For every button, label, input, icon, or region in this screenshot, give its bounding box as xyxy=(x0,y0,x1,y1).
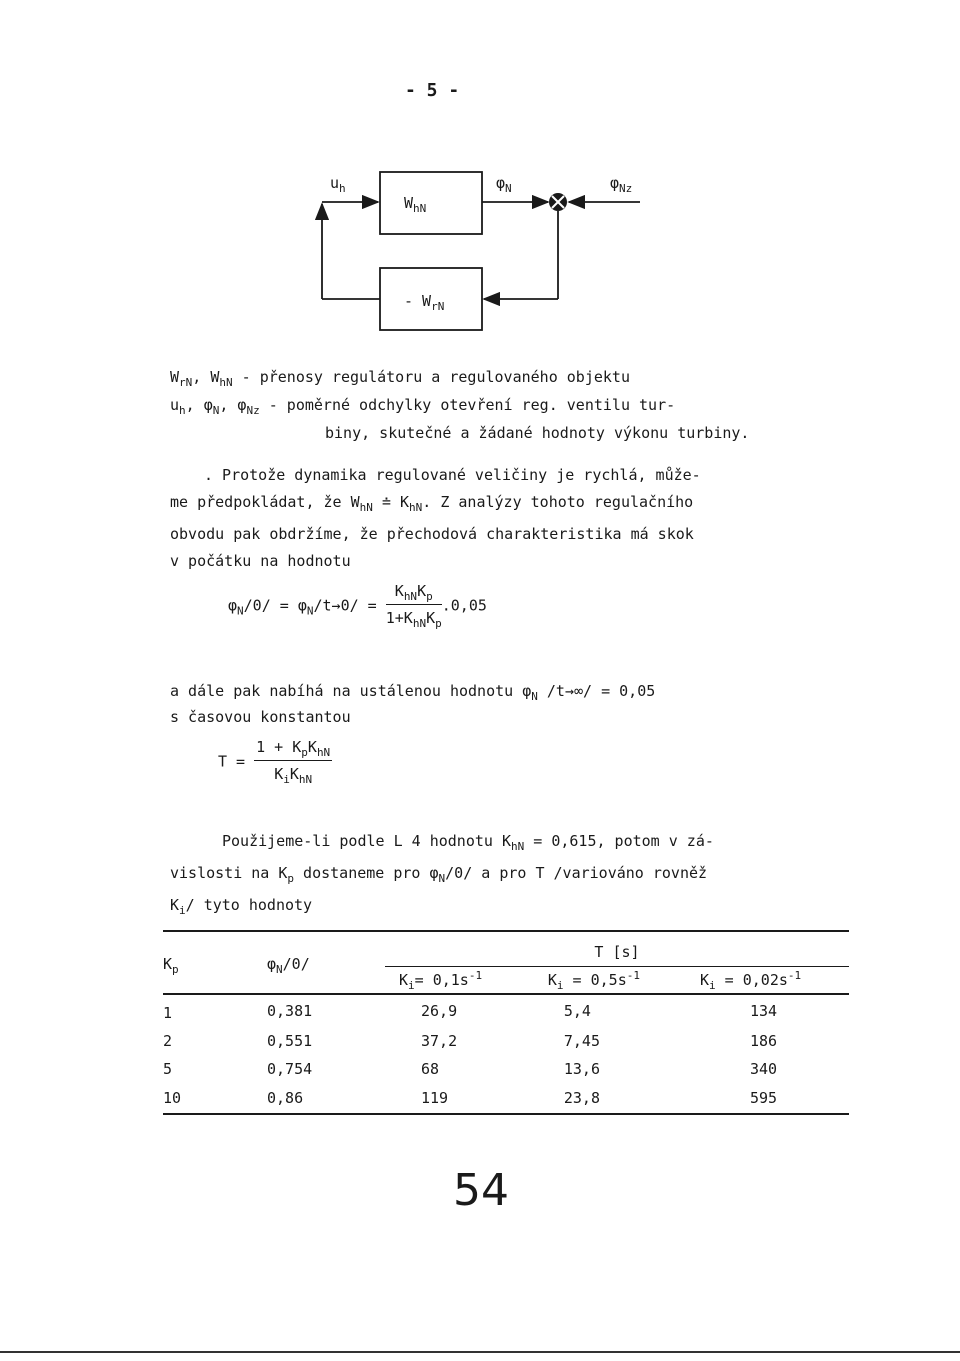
table-cell: 5,4 xyxy=(563,1002,591,1020)
table-cell: 26,9 xyxy=(421,1002,458,1020)
feedback-block-label: - $W_{rN}$ xyxy=(404,292,445,313)
scan-bottom-line xyxy=(0,1351,960,1353)
table-cell: 23,8 xyxy=(563,1089,600,1107)
paragraph-1-line-4: v počátku na hodnotu xyxy=(170,552,351,570)
legend-line-3: biny, skutečné a žádané hodnoty výkonu turbiny. xyxy=(325,424,750,442)
table-row xyxy=(163,994,849,1027)
formula-time-constant: T = $\frac{1 + K_pK_{hN}}{K_iK_{hN}}$ xyxy=(218,738,331,786)
table-row xyxy=(163,1027,849,1055)
table-cell: 13,6 xyxy=(563,1060,600,1078)
table-cell: 340 xyxy=(749,1060,778,1078)
paragraph-1 xyxy=(170,462,701,575)
table-cell: 134 xyxy=(749,1002,778,1020)
table-cell: 595 xyxy=(749,1089,778,1107)
col-header-phi: $\varphi_N/0/$ xyxy=(267,955,310,976)
paragraph-2-line-1: a dále pak nabíhá na ustálenou hodnotu $\varphi_N$ /t→∞/ = 0,05 xyxy=(170,682,656,703)
paragraph-1-line-2: me předpokládat, že $W_{hN}$ ≐ $K_{hN}$. Z analýzy tohoto regulačního xyxy=(170,493,694,514)
table-cell: 2 xyxy=(163,1032,173,1050)
col-header-ki-002: $K_i = 0,02s^{-1}$ xyxy=(699,968,802,992)
paragraph-3-line-1: Použijeme-li podle L 4 hodnotu $K_{hN} = 0,615$, potom v zá- xyxy=(222,832,714,853)
handwritten-page-number: 54 xyxy=(453,1165,509,1216)
paragraph-1-line-1: . Protože dynamika regulované veličiny je rychlá, může- xyxy=(204,466,701,484)
table-cell: 37,2 xyxy=(421,1032,458,1050)
paragraph-1-line-3: obvodu pak obdržíme, že přechodová charakteristika má skok xyxy=(170,525,694,543)
table-cell: 5 xyxy=(163,1060,173,1078)
forward-block xyxy=(380,172,482,234)
table-cell: 0,86 xyxy=(267,1089,304,1107)
paragraph-3-line-3: $K_i/$ tyto hodnoty xyxy=(170,896,313,917)
page-number: - 5 - xyxy=(405,80,460,101)
paragraph-3-line-2: vislosti na $K_p$ dostaneme pro $\varphi_N/0/$ a pro T /variováno rovněž xyxy=(170,864,708,885)
table-cell: 1 xyxy=(163,1004,173,1022)
table-cell: 0,381 xyxy=(267,1002,313,1020)
formula-2-fraction: $\frac{1 + K_pK_{hN}}{K_iK_{hN}}$ xyxy=(256,738,331,786)
paragraph-2-line-2: s časovou konstantou xyxy=(170,708,351,726)
reference-label: $\varphi_{Nz}$ xyxy=(610,174,633,195)
formula-step-value: $\varphi_N/0/ = \varphi_N/t\to 0/$ = $\frac{K_{hN}K_p}{1+K_{hN}K_p}$ .0,05 xyxy=(228,582,487,630)
formula-1-fraction: $\frac{K_{hN}K_p}{1+K_{hN}K_p}$ xyxy=(385,582,442,630)
legend-line-1: $W_{rN}$, $W_{hN}$ - přenosy regulátoru a regulovaného objektu xyxy=(170,368,630,389)
table-cell: 119 xyxy=(421,1089,449,1107)
table-row xyxy=(163,1083,849,1114)
table-cell: 186 xyxy=(749,1032,778,1050)
table-cell: 10 xyxy=(163,1089,182,1107)
table-cell: 0,551 xyxy=(267,1032,313,1050)
table-row xyxy=(163,1055,849,1083)
input-label: $u_h$ xyxy=(330,174,346,195)
col-header-ki-05: $K_i = 0,5s^{-1}$ xyxy=(547,968,640,992)
legend-line-2: $u_h$, $\varphi_N$, $\varphi_{Nz}$ - poměrné odchylky otevření reg. ventilu tur- xyxy=(170,396,676,417)
col-header-kp: $K_p$ xyxy=(163,955,179,976)
col-header-ki-01: $K_i= 0,1s^{-1}$ xyxy=(399,968,483,992)
paragraph-3 xyxy=(170,828,714,924)
forward-block-label: $W_{hN}$ xyxy=(404,194,427,215)
block-diagram xyxy=(300,160,680,340)
output-label: $\varphi_N$ xyxy=(496,174,512,195)
values-table xyxy=(163,930,849,1115)
table-cell: 68 xyxy=(421,1060,440,1078)
col-header-T: T [s] xyxy=(385,931,849,967)
table-cell: 0,754 xyxy=(267,1060,313,1078)
table-cell: 7,45 xyxy=(563,1032,600,1050)
